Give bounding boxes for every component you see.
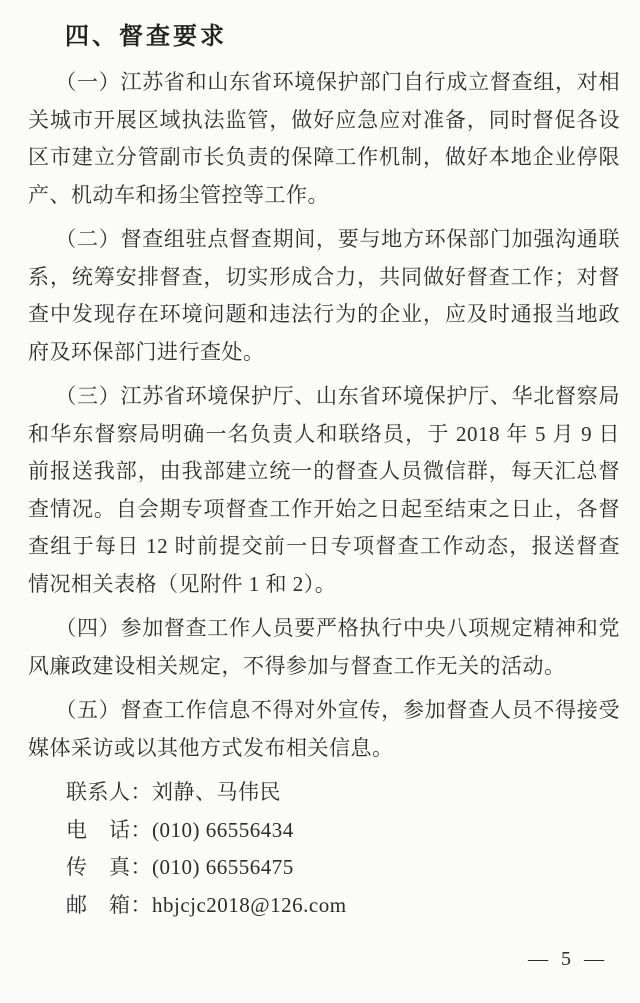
page-number: — 5 —	[528, 948, 608, 970]
paragraph-item-3: （三）江苏省环境保护厅、山东省环境保护厅、华北督察局和华东督察局明确一名负责人和联络员，于 2018 年 5 月 9 日前报送我部，由我部建立统一的督查人员微信群，每天汇总督查情况。自会期专项督查工作开始之日起至结束之日止，各督查组于每日 12 时前提交前一日专项督查工作动态，报送督查情况相关表格（见附件 1 和 2）。	[28, 384, 620, 596]
paragraph-item-4: （四）参加督查工作人员要严格执行中央八项规定精神和党风廉政建设相关规定，不得参加与督查工作无关的活动。	[28, 616, 620, 678]
contact-person-label: 联系人：	[66, 780, 152, 804]
contact-fax-row	[66, 849, 620, 887]
contact-phone-label: 电 话：	[66, 817, 152, 842]
contact-person-value: 刘静、马伟民	[152, 780, 281, 804]
paragraph-item-2: （二）督查组驻点督查期间，要与地方环保部门加强沟通联系，统筹安排督查，切实形成合力，共同做好督查工作；对督查中发现存在环境问题和违法行为的企业，应及时通报当地政府及环保部门进行查处。	[28, 227, 620, 364]
contact-email-value: hbjcjc2018@126.com	[152, 892, 347, 917]
contact-phone-row	[66, 812, 620, 850]
paragraph-item-1: （一）江苏省和山东省环境保护部门自行成立督查组，对相关城市开展区域执法监管，做好应急应对准备，同时督促各设区市建立分管副市长负责的保障工作机制，做好本地企业停限产、机动车和扬尘管控等工作。	[28, 70, 620, 207]
contact-fax-label: 传 真：	[66, 855, 152, 879]
contact-email-row	[66, 887, 620, 925]
paragraph-item-5: （五）督查工作信息不得对外宣传，参加督查人员不得接受媒体采访或以其他方式发布相关信息。	[28, 698, 620, 760]
contact-fax-value: (010) 66556475	[152, 855, 294, 879]
contact-phone-value: (010) 66556434	[152, 817, 294, 842]
contact-email-label: 邮 箱：	[66, 892, 152, 917]
section-heading: 四、督查要求	[65, 23, 227, 50]
contact-info-block	[28, 774, 620, 924]
contact-person-row	[66, 774, 620, 812]
